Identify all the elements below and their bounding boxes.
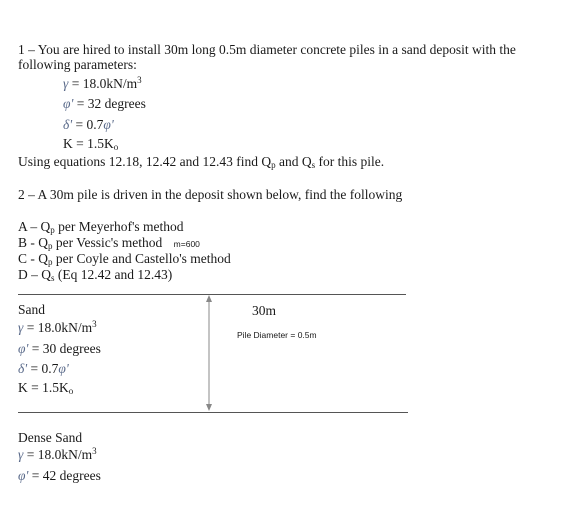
sand-gamma-value: = 18.0kN/m xyxy=(23,320,93,335)
problem2-item-a xyxy=(18,219,184,235)
problem2-item-d xyxy=(18,267,172,283)
problem1-delta xyxy=(63,117,114,133)
item-a-text: A – Q xyxy=(18,219,51,234)
item-b-sub: p xyxy=(48,241,53,251)
dense-gamma-exponent: 3 xyxy=(92,446,97,456)
phi-symbol: φ' xyxy=(63,96,74,111)
arrow-head-bottom xyxy=(206,404,212,411)
item-b-method: per Vessic's method xyxy=(52,235,163,250)
gamma-symbol: γ xyxy=(63,76,69,91)
item-c-text: C - Q xyxy=(18,251,48,266)
sand-delta-value: = 0.7 xyxy=(27,361,59,376)
pile-diameter-label: Pile Diameter = 0.5m xyxy=(237,330,317,340)
item-d-sub: s xyxy=(51,273,55,283)
item-c-method: per Coyle and Castello's method xyxy=(52,251,231,266)
sand-delta-phi-symbol: φ' xyxy=(58,361,69,376)
pile-length-label: 30m xyxy=(252,303,277,318)
k-prefix: K = 1.5K xyxy=(63,136,114,151)
using-text-c: for this pile. xyxy=(315,154,385,169)
using-text-b: and Q xyxy=(275,154,312,169)
sand-k xyxy=(18,380,73,396)
delta-symbol: δ' xyxy=(63,117,73,132)
dense-sand-phi xyxy=(18,468,101,484)
using-sub-p: p xyxy=(271,160,276,170)
item-a-method: per Meyerhof's method xyxy=(54,219,184,234)
dense-sand-gamma xyxy=(18,447,97,463)
sand-phi xyxy=(18,341,101,357)
sand-k-subscript: o xyxy=(68,386,74,396)
sand-delta xyxy=(18,361,69,377)
gamma-exponent: 3 xyxy=(137,75,142,85)
item-b-text: B - Q xyxy=(18,235,48,250)
delta-value: = 0.7 xyxy=(72,117,104,132)
problem1-phi xyxy=(63,96,146,112)
problem2-intro: 2 – A 30m pile is driven in the deposit shown below, find the following xyxy=(18,187,403,202)
sand-phi-symbol: φ' xyxy=(18,341,29,356)
item-a-sub: p xyxy=(50,225,55,235)
sand-k-prefix: K = 1.5K xyxy=(18,380,69,395)
sand-gamma-exponent: 3 xyxy=(92,319,97,329)
item-d-method: (Eq 12.42 and 12.43) xyxy=(54,267,173,282)
sand-title: Sand xyxy=(18,302,45,317)
using-sub-s: s xyxy=(311,160,316,170)
arrow-head-top xyxy=(206,295,212,302)
dense-gamma-symbol: γ xyxy=(18,447,24,462)
phi-value: = 32 degrees xyxy=(73,96,146,111)
dense-phi-value: = 42 degrees xyxy=(28,468,101,483)
sand-gamma-symbol: γ xyxy=(18,320,24,335)
problem1-using xyxy=(18,154,384,170)
problem2-item-c xyxy=(18,251,231,267)
dense-gamma-value: = 18.0kN/m xyxy=(23,447,93,462)
delta-phi-symbol: φ' xyxy=(103,117,114,132)
gamma-value: = 18.0kN/m xyxy=(68,76,138,91)
dense-phi-symbol: φ' xyxy=(18,468,29,483)
k-subscript: o xyxy=(113,142,119,152)
sand-gamma xyxy=(18,320,97,336)
using-text-a: Using equations 12.18, 12.42 and 12.43 find Q xyxy=(18,154,272,169)
sand-delta-symbol: δ' xyxy=(18,361,28,376)
item-d-text: D – Q xyxy=(18,267,51,282)
dense-sand-title: Dense Sand xyxy=(18,430,83,445)
layer-boundary-line xyxy=(18,412,408,413)
problem1-line-a: 1 – You are hired to install 30m long 0.5m diameter concrete piles in a sand deposit with the xyxy=(18,42,516,57)
pile-length-arrow xyxy=(202,294,216,412)
problem2-item-b xyxy=(18,235,200,252)
problem1-k xyxy=(63,136,118,152)
item-b-note: m=600 xyxy=(173,239,200,249)
sand-phi-value: = 30 degrees xyxy=(28,341,101,356)
item-c-sub: p xyxy=(48,257,53,267)
problem1-gamma xyxy=(63,76,142,92)
problem1-line-b: following parameters: xyxy=(18,57,137,72)
